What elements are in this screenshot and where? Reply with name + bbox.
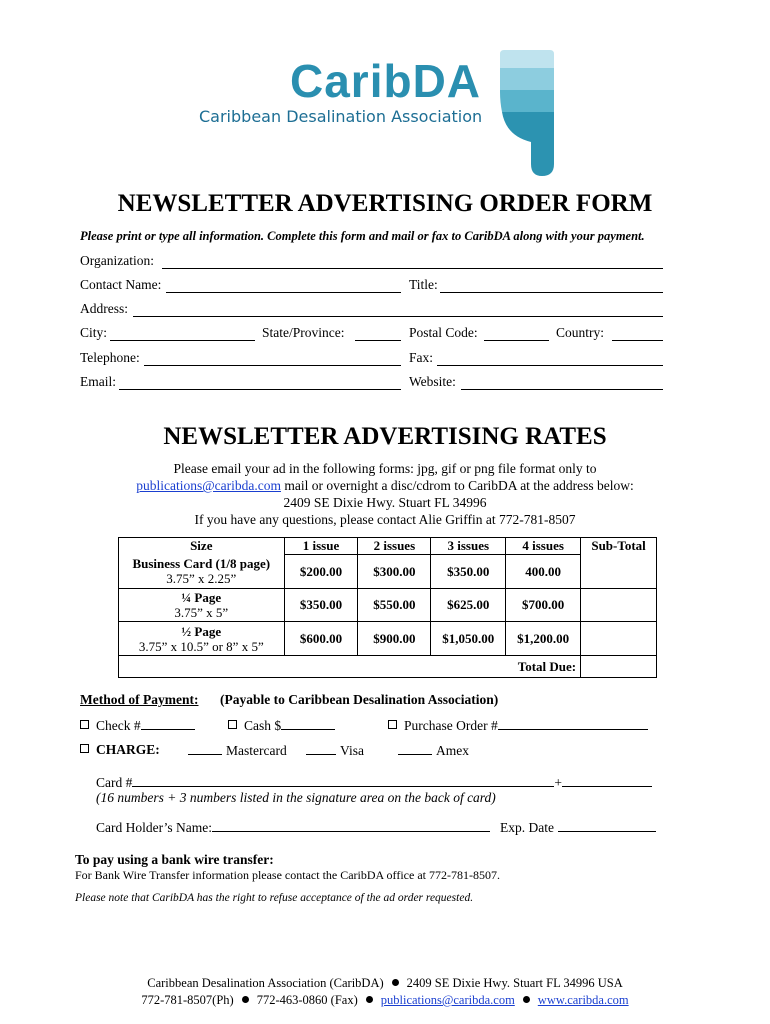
card-security-field[interactable] (562, 774, 652, 787)
email-label: Email: (80, 374, 116, 389)
check-label: Check # (96, 718, 141, 733)
header-size: Size (119, 538, 285, 555)
total-due-label: Total Due: (119, 656, 581, 678)
rates-address: 2409 SE Dixie Hwy. Stuart FL 34996 (283, 495, 487, 510)
size-name: ¼ Page (181, 590, 222, 605)
organization-label: Organization: (80, 253, 154, 268)
checkbox-icon[interactable] (388, 720, 397, 729)
exp-date-field[interactable] (558, 819, 656, 832)
website-label: Website: (409, 374, 456, 389)
charge-label: CHARGE: (96, 742, 160, 757)
header-subtotal: Sub-Total (581, 538, 657, 555)
size-name: Business Card (1/8 page) (132, 556, 271, 572)
footer-fax: 772-463-0860 (Fax) (256, 993, 358, 1007)
rates-contact: If you have any questions, please contact Alie Griffin at 772-781-8507 (194, 512, 576, 527)
table-header-row (119, 538, 657, 555)
price-cell: $350.00 (284, 589, 358, 622)
subtotal-cell[interactable] (581, 589, 657, 622)
checkbox-icon[interactable] (80, 744, 89, 753)
contact-name-label: Contact Name: (80, 277, 162, 292)
organization-field[interactable] (162, 253, 663, 269)
bullet-icon (242, 996, 249, 1003)
refusal-note: Please note that CaribDA has the right to refuse acceptance of the ad order requested. (75, 892, 474, 904)
bullet-icon (523, 996, 530, 1003)
telephone-label: Telephone: (80, 350, 140, 365)
city-field[interactable] (110, 325, 255, 341)
footer-email-link[interactable]: publications@caribda.com (380, 993, 515, 1007)
footer-website-link[interactable]: www.caribda.com (537, 993, 629, 1007)
visa-label: Visa (340, 743, 364, 758)
price-cell: 400.00 (506, 555, 581, 589)
rates-line2-text: mail or overnight a disc/cdrom to CaribDA at the address below: (280, 478, 634, 493)
mastercard-option[interactable] (188, 742, 287, 759)
method-of-payment-label: Method of Payment: (80, 692, 199, 707)
postal-code-label: Postal Code: (409, 325, 478, 340)
check-number-field[interactable] (141, 717, 195, 730)
rates-table (118, 537, 657, 678)
website-field[interactable] (461, 374, 663, 390)
rates-line1: Please email your ad in the following forms: jpg, gif or png file format only to (173, 461, 597, 476)
email-link[interactable]: publications@caribda.com (136, 478, 281, 493)
footer-phone: 772-781-8507(Ph) (141, 993, 234, 1007)
title-field[interactable] (440, 277, 663, 293)
fax-label: Fax: (409, 350, 434, 365)
subtotal-cell[interactable] (581, 622, 657, 656)
cash-amount-field[interactable] (281, 717, 335, 730)
contact-name-field[interactable] (166, 277, 401, 293)
visa-option[interactable] (306, 742, 364, 759)
table-row (119, 555, 657, 589)
header-1-issue: 1 issue (284, 538, 358, 555)
price-cell: $200.00 (284, 555, 358, 589)
bullet-icon (392, 979, 399, 986)
address-label: Address: (80, 301, 128, 316)
rates-line2 (0, 477, 770, 494)
price-cell: $900.00 (358, 622, 431, 656)
form-instructions: Please print or type all information. Complete this form and mail or fax to CaribDA along with your payment. (80, 229, 645, 243)
total-row (119, 656, 657, 678)
header-3-issues: 3 issues (431, 538, 506, 555)
cash-label: Cash $ (244, 718, 282, 733)
country-field[interactable] (612, 325, 663, 341)
logo-tagline: Caribbean Desalination Association (199, 107, 483, 126)
size-cell (119, 555, 285, 589)
state-label: State/Province: (262, 325, 345, 340)
payable-to-note: (Payable to Caribbean Desalination Association) (220, 692, 499, 707)
amex-label: Amex (436, 743, 469, 758)
purchase-order-field[interactable] (498, 717, 648, 730)
size-name: ½ Page (181, 623, 222, 639)
card-holder-field[interactable] (212, 819, 490, 832)
purchase-order-option[interactable] (388, 717, 648, 734)
amex-option[interactable] (398, 742, 469, 759)
purchase-order-label: Purchase Order # (404, 718, 498, 733)
table-row (119, 622, 657, 656)
mastercard-label: Mastercard (226, 743, 287, 758)
amex-field[interactable] (398, 742, 432, 755)
telephone-field[interactable] (144, 350, 401, 366)
total-due-cell[interactable] (581, 656, 657, 678)
postal-code-field[interactable] (484, 325, 549, 341)
country-label: Country: (556, 325, 605, 340)
title-label: Title: (409, 277, 438, 292)
card-note: (16 numbers + 3 numbers listed in the signature area on the back of card) (96, 790, 496, 805)
footer-org: Caribbean Desalination Association (CaribDA) (147, 976, 384, 990)
cash-option[interactable] (228, 717, 335, 734)
email-field[interactable] (119, 374, 401, 390)
price-cell: $300.00 (358, 555, 431, 589)
header-4-issues: 4 issues (506, 538, 581, 555)
price-cell: $625.00 (431, 589, 506, 622)
header-2-issues: 2 issues (358, 538, 431, 555)
subtotal-cell[interactable] (581, 555, 657, 589)
footer-line2 (0, 992, 770, 1009)
exp-date-row (500, 819, 656, 836)
size-dims: 3.75” x 10.5” or 8” x 5” (138, 638, 264, 654)
checkbox-icon[interactable] (80, 720, 89, 729)
card-number-label: Card # (96, 775, 133, 790)
state-field[interactable] (355, 325, 401, 341)
wire-text: For Bank Wire Transfer information please contact the CaribDA office at 772-781-8507. (75, 868, 500, 882)
logo-drop-icon (498, 46, 556, 180)
table-row (119, 589, 657, 622)
card-holder-row (96, 819, 490, 836)
exp-date-label: Exp. Date (500, 820, 554, 835)
charge-option[interactable] (80, 742, 160, 758)
card-holder-label: Card Holder’s Name: (96, 820, 212, 835)
price-cell: $1,200.00 (506, 622, 581, 656)
price-cell: $700.00 (506, 589, 581, 622)
wire-title: To pay using a bank wire transfer: (75, 852, 274, 867)
card-number-row (96, 774, 652, 791)
size-dims: 3.75” x 5” (174, 605, 229, 620)
address-field[interactable] (133, 301, 663, 317)
bullet-icon (366, 996, 373, 1003)
city-label: City: (80, 325, 108, 340)
price-cell: $600.00 (284, 622, 358, 656)
footer-address: 2409 SE Dixie Hwy. Stuart FL 34996 USA (406, 976, 623, 990)
mastercard-field[interactable] (188, 742, 222, 755)
fax-field[interactable] (437, 350, 663, 366)
size-dims: 3.75” x 2.25” (166, 571, 237, 587)
check-option[interactable] (80, 717, 195, 734)
form-title: NEWSLETTER ADVERTISING ORDER FORM (117, 190, 653, 217)
visa-field[interactable] (306, 742, 336, 755)
card-number-field[interactable] (132, 774, 554, 787)
logo-wordmark: CaribDA (290, 55, 482, 107)
price-cell: $350.00 (431, 555, 506, 589)
size-cell (119, 589, 285, 622)
card-plus: + (554, 775, 562, 790)
price-cell: $550.00 (358, 589, 431, 622)
price-cell: $1,050.00 (431, 622, 506, 656)
rates-title: NEWSLETTER ADVERTISING RATES (163, 423, 607, 450)
footer-line1 (0, 975, 770, 992)
size-cell (119, 622, 285, 656)
checkbox-icon[interactable] (228, 720, 237, 729)
